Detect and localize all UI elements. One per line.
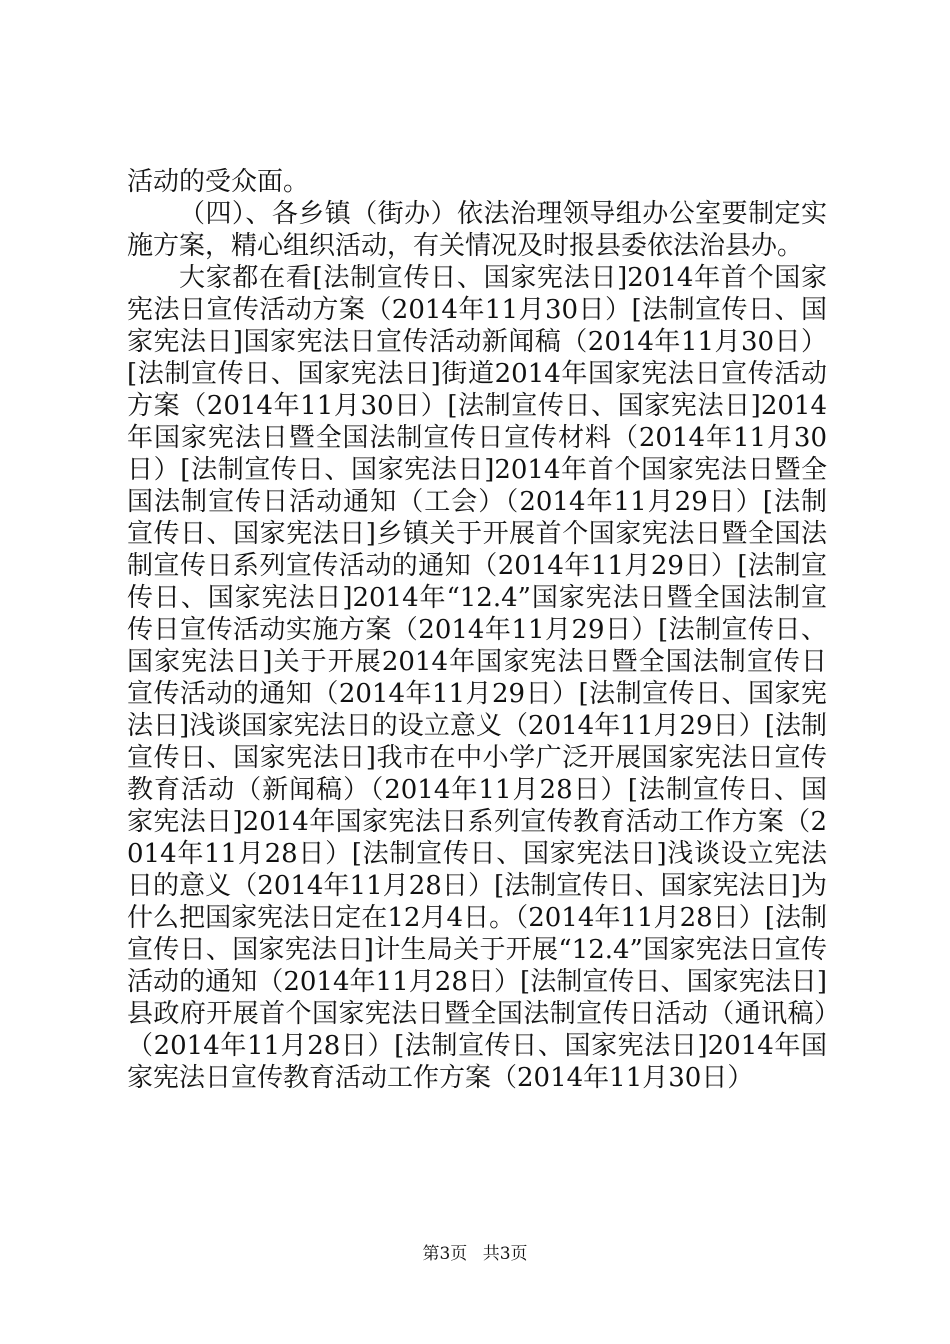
page-number: 第3页 [422,1244,468,1264]
paragraph-continuation: 活动的受众面。 [127,167,310,197]
paragraph-item-four: （四）、各乡镇（街办）依法治理领导组办公室要制定实施方案，精心组织活动，有关情况及时报县委依法治县办。 [127,199,827,261]
page-total: 共3页 [482,1244,528,1264]
paragraph-related-articles: 大家都在看[法制宣传日、国家宪法日]2014年首个国家宪法日宣传活动方案（2014年11月30日）[法制宣传日、国家宪法日]国家宪法日宣传活动新闻稿（2014年11月30日）[法制宣传日、国家宪法日]街道2014年国家宪法日宣传活动方案（2014年11月30日）[法制宣传日、国家宪法日]2014年国家宪法日暨全国法制宣传日宣传材料（2014年11月30日）[法制宣传日、国家宪法日]2014年首个国家宪法日暨全国法制宣传日活动通知（工会）（2014年11月29日）[法制宣传日、国家宪法日]乡镇关于开展首个国家宪法日暨全国法制宣传日系列宣传活动的通知（2014年11月29日）[法制宣传日、国家宪法日]2014年“12.4”国家宪法日暨全国法制宣传日宣传活动实施方案（2014年11月29日）[法制宣传日、国家宪法日]关于开展2014年国家宪法日暨全国法制宣传日宣传活动的通知（2014年11月29日）[法制宣传日、国家宪法日]浅谈国家宪法日的设立意义（2014年11月29日）[法制宣传日、国家宪法日]我市在中小学广泛开展国家宪法日宣传教育活动（新闻稿）（2014年11月28日）[法制宣传日、国家宪法日]2014年国家宪法日系列宣传教育活动工作方案（2014年11月28日）[法制宣传日、国家宪法日]浅谈设立宪法日的意义（2014年11月28日）[法制宣传日、国家宪法日]为什么把国家宪法日定在12月4日。（2014年11月28日）[法制宣传日、国家宪法日]计生局关于开展“12.4”国家宪法日宣传活动的通知（2014年11月28日）[法制宣传日、国家宪法日]县政府开展首个国家宪法日暨全国法制宣传日活动（通讯稿）（2014年11月28日）[法制宣传日、国家宪法日]2014年国家宪法日宣传教育活动工作方案（2014年11月30日） [127,263,827,1093]
page-footer [0,1243,950,1265]
document-body [127,166,827,1094]
